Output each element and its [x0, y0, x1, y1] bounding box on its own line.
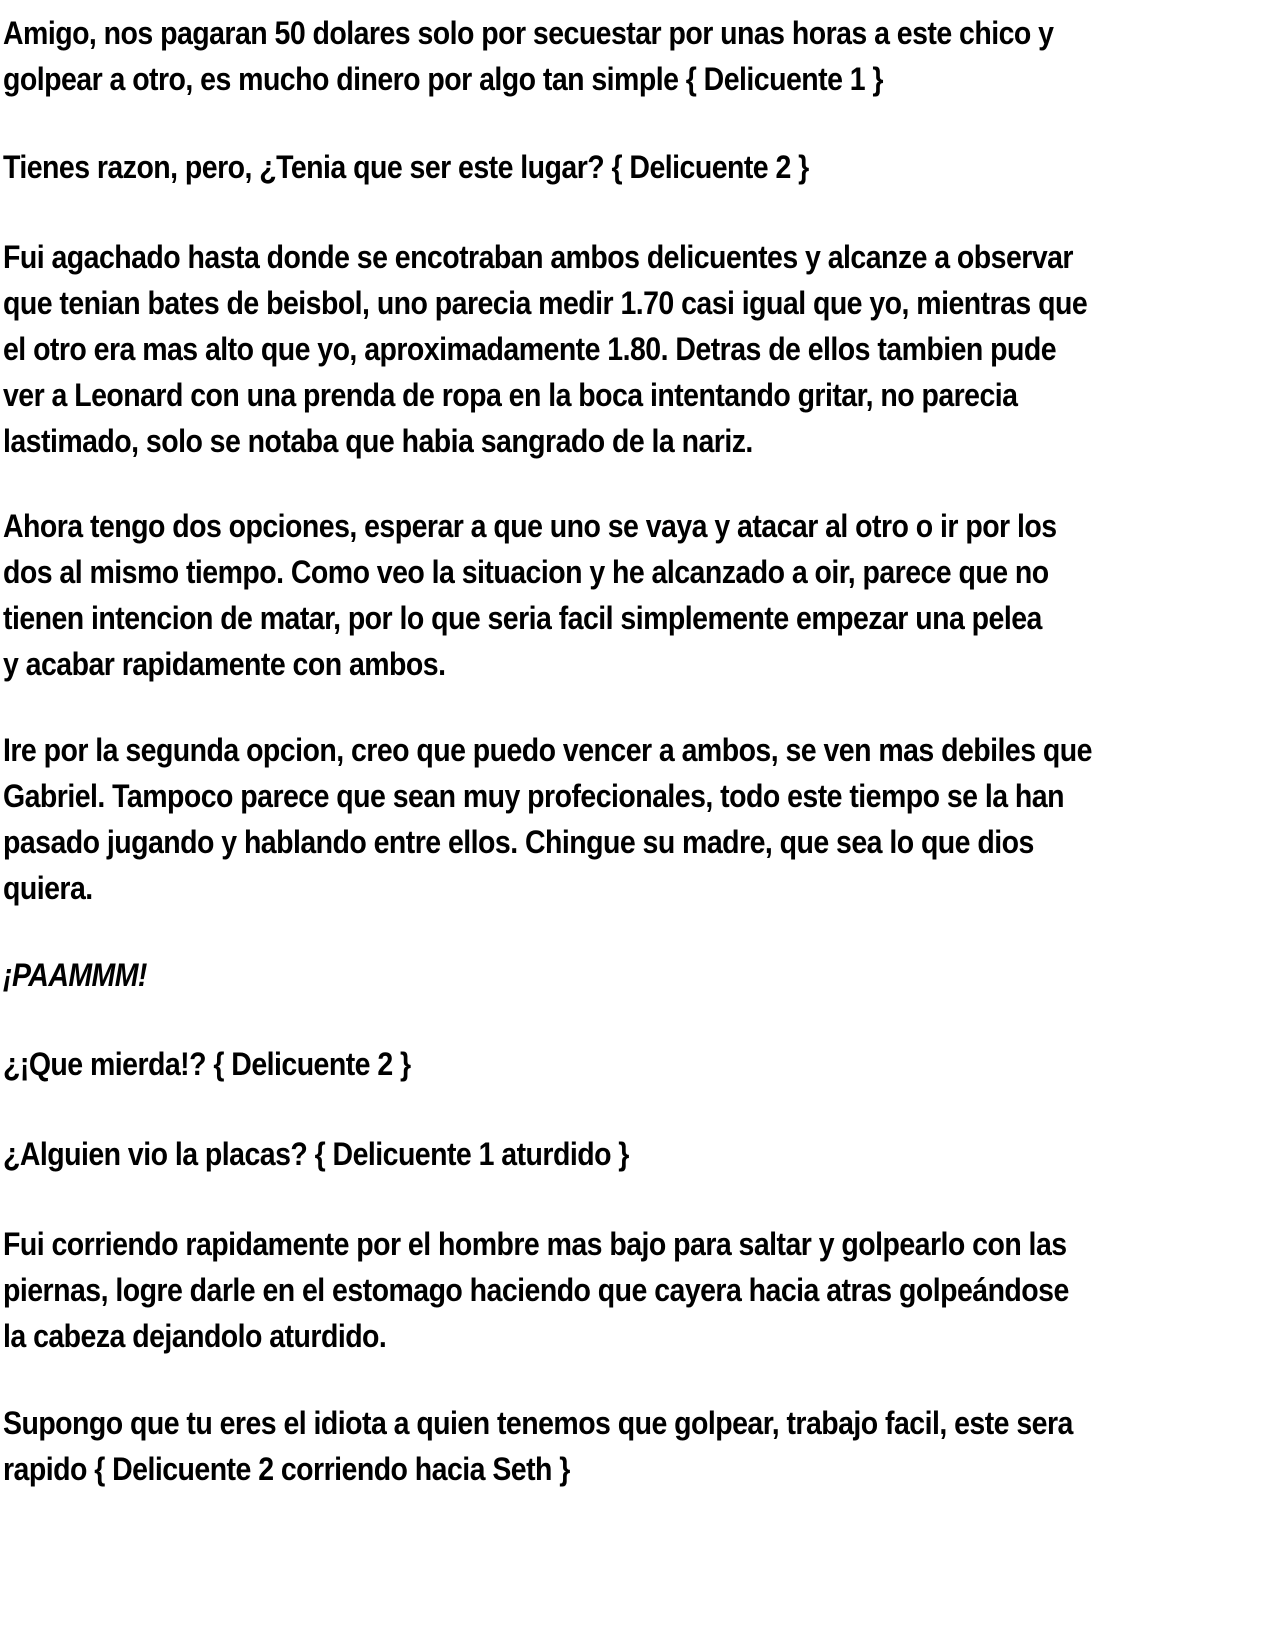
- paragraph-narration-observation: [3, 234, 1132, 464]
- text-line: piernas, logre darle en el estomago haciendo que cayera hacia atras golpeándose: [3, 1272, 1069, 1308]
- text-line: Gabriel. Tampoco parece que sean muy profecionales, todo este tiempo se la han: [3, 778, 1064, 814]
- text-line: la cabeza dejandolo aturdido.: [3, 1318, 387, 1354]
- text-line: ¿¡Que mierda!? { Delicuente 2 }: [3, 1046, 411, 1082]
- text-line: tienen intencion de matar, por lo que seria facil simplemente empezar una pelea: [3, 600, 1042, 636]
- text-line: rapido { Delicuente 2 corriendo hacia Seth }: [3, 1451, 570, 1487]
- text-line: Amigo, nos pagaran 50 dolares solo por secuestar por unas horas a este chico y: [3, 15, 1054, 51]
- text-line: Fui agachado hasta donde se encotraban ambos delicuentes y alcanze a observar: [3, 239, 1073, 275]
- text-line: y acabar rapidamente con ambos.: [3, 646, 446, 682]
- text-line: ¡PAAMMM!: [3, 957, 147, 993]
- paragraph-narration-decision: [3, 727, 1132, 911]
- text-line: golpear a otro, es mucho dinero por algo tan simple { Delicuente 1 }: [3, 61, 883, 97]
- text-line: Ire por la segunda opcion, creo que puedo vencer a ambos, se ven mas debiles que: [3, 732, 1092, 768]
- text-line: ¿Alguien vio la placas? { Delicuente 1 aturdido }: [3, 1136, 629, 1172]
- text-line: Supongo que tu eres el idiota a quien tenemos que golpear, trabajo facil, este sera: [3, 1405, 1073, 1441]
- text-line: Tienes razon, pero, ¿Tenia que ser este lugar? { Delicuente 2 }: [3, 149, 809, 185]
- paragraph-delincuente-1-stunned: [3, 1131, 1132, 1177]
- text-line: que tenian bates de beisbol, uno parecia medir 1.70 casi igual que yo, mientras que: [3, 285, 1088, 321]
- paragraph-delincuente-2-exclamation: [3, 1041, 1132, 1087]
- paragraph-narration-attack: [3, 1221, 1132, 1359]
- text-line: lastimado, solo se notaba que habia sangrado de la nariz.: [3, 423, 753, 459]
- paragraph-delincuente-1-dialogue: [3, 10, 1132, 102]
- paragraph-delincuente-2-charge: [3, 1400, 1132, 1492]
- paragraph-sound-effect: [3, 952, 1132, 998]
- paragraph-narration-options: [3, 503, 1132, 687]
- text-line: dos al mismo tiempo. Como veo la situacion y he alcanzado a oir, parece que no: [3, 554, 1049, 590]
- paragraph-delincuente-2-dialogue: [3, 144, 1132, 190]
- text-line: ver a Leonard con una prenda de ropa en la boca intentando gritar, no parecia: [3, 377, 1018, 413]
- text-line: pasado jugando y hablando entre ellos. Chingue su madre, que sea lo que dios: [3, 824, 1034, 860]
- text-line: quiera.: [3, 870, 93, 906]
- text-line: Ahora tengo dos opciones, esperar a que uno se vaya y atacar al otro o ir por los: [3, 508, 1057, 544]
- text-line: Fui corriendo rapidamente por el hombre mas bajo para saltar y golpearlo con las: [3, 1226, 1067, 1262]
- text-line: el otro era mas alto que yo, aproximadamente 1.80. Detras de ellos tambien pude: [3, 331, 1057, 367]
